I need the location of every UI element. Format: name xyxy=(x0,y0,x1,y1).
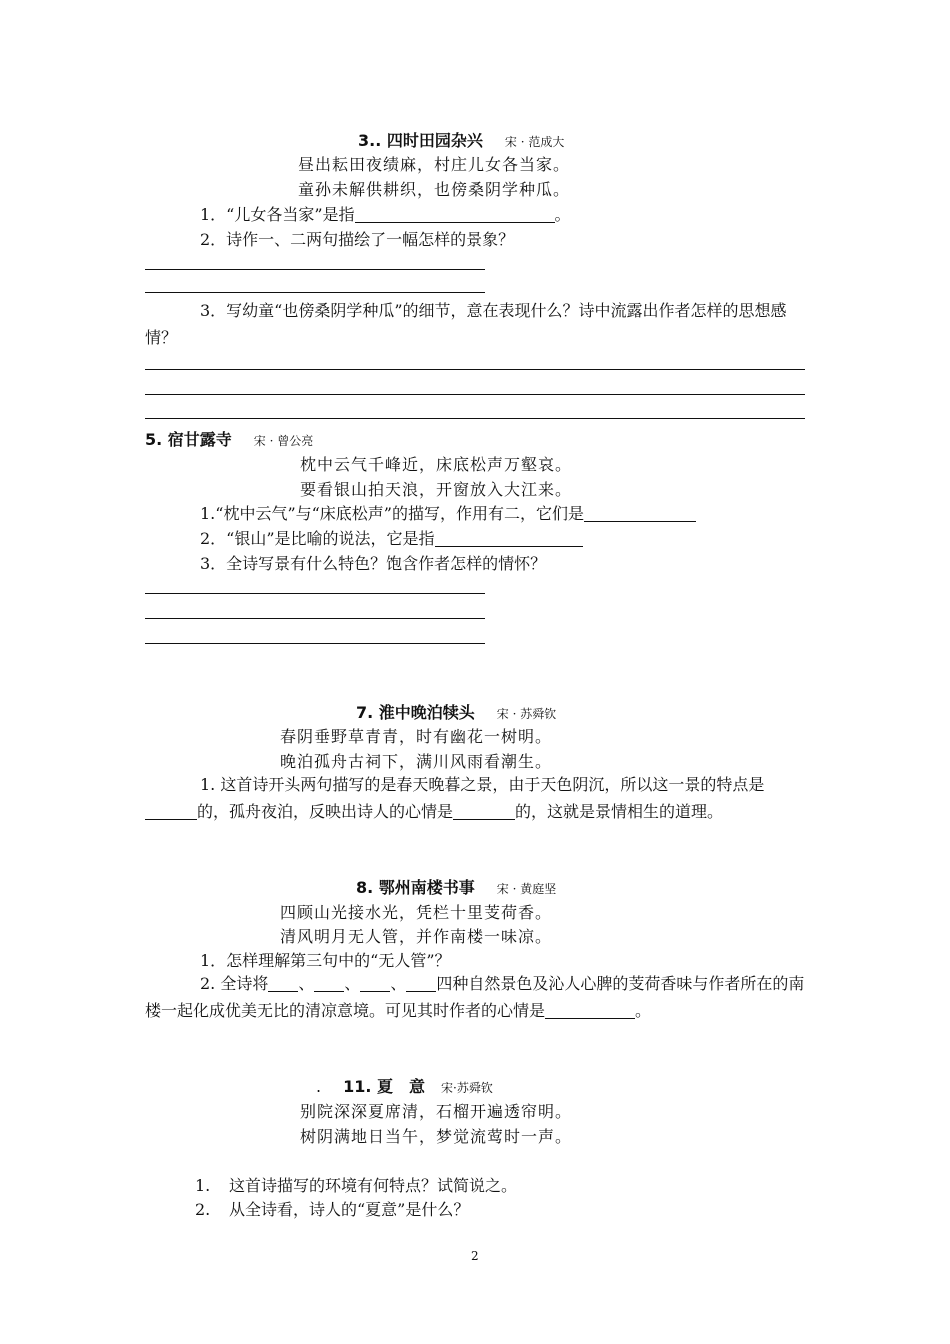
page-number: 2 xyxy=(471,1249,479,1263)
poem-line: 别院深深夏席清，石榴开遍透帘明。 xyxy=(300,1102,573,1121)
poem-line: 清风明月无人管，并作南楼一味凉。 xyxy=(280,927,553,946)
poem-title: 5. 宿甘露寺 宋 · 曾公亮 xyxy=(145,430,314,449)
poem-author: 宋·苏舜钦 xyxy=(441,1081,493,1095)
answer-line[interactable] xyxy=(145,593,485,594)
answer-blank[interactable] xyxy=(584,505,696,522)
poem-line: 树阴满地日当午，梦觉流莺时一声。 xyxy=(300,1127,573,1146)
answer-blank[interactable] xyxy=(406,975,436,992)
question: 1．怎样理解第三句中的“无人管”？ xyxy=(200,951,451,970)
question: 2．诗作一、二两句描绘了一幅怎样的景象？ xyxy=(200,230,515,249)
poem-title: 8. 鄂州南楼书事 宋 · 黄庭坚 xyxy=(356,878,557,897)
answer-blank[interactable] xyxy=(145,803,197,820)
answer-line[interactable] xyxy=(145,269,485,270)
question: 1. 这首诗开头两句描写的是春天晚暮之景，由于天色阴沉，所以这一景的特点是的，孤舟夜泊，反映出诗人的心情是 的，这就是景情相生的道理。 xyxy=(145,771,808,825)
question: 3．写幼童“也傍桑阴学种瓜”的细节，意在表现什么？诗中流露出作者怎样的思想感情？ xyxy=(145,301,787,347)
answer-line[interactable] xyxy=(145,394,805,395)
poem-line: 要看银山拍天浪，开窗放入大江来。 xyxy=(300,480,573,499)
question: 1. 这首诗描写的环境有何特点？试简说之。 xyxy=(195,1176,518,1195)
poem-line: 昼出耘田夜绩麻，村庄儿女各当家。 xyxy=(298,155,571,174)
poem-line: 晚泊孤舟古祠下，满川风雨看潮生。 xyxy=(280,752,553,771)
question: 2．“银山”是比喻的说法，它是指 xyxy=(200,526,583,549)
question: 2. 全诗将 、 、 、 四种自然景色及沁人心脾的芰荷香味与作者所在的南楼一起化成优美无比的清凉意境。可见其时作者的心情是 。 xyxy=(145,974,805,1020)
answer-blank[interactable] xyxy=(545,1002,635,1019)
answer-blank[interactable] xyxy=(355,206,555,223)
poem-line: 四顾山光接水光，凭栏十里芰荷香。 xyxy=(280,903,553,922)
answer-line[interactable] xyxy=(145,643,485,644)
poem-author: 宋 · 范成大 xyxy=(504,135,565,149)
poem-title: . 11. 夏 意 宋·苏舜钦 xyxy=(316,1077,493,1096)
poem-author: 宋 · 苏舜钦 xyxy=(496,707,557,721)
answer-blank[interactable] xyxy=(453,803,515,820)
question: 3．全诗写景有什么特色？饱含作者怎样的情怀？ xyxy=(200,554,547,573)
question: 1．“儿女各当家”是指 。 xyxy=(200,205,571,224)
answer-blank[interactable] xyxy=(360,975,390,992)
question: 2. 从全诗看，诗人的“夏意”是什么？ xyxy=(195,1200,470,1219)
poem-line: 春阴垂野草青青，时有幽花一树明。 xyxy=(280,727,553,746)
question: 1.“枕中云气”与“床底松声”的描写，作用有二，它们是 xyxy=(200,501,696,524)
answer-line[interactable] xyxy=(145,418,805,419)
poem-author: 宋 · 黄庭坚 xyxy=(496,882,557,896)
poem-title: 7. 淮中晚泊犊头 宋 · 苏舜钦 xyxy=(356,703,557,722)
poem-line: 童孙未解供耕织，也傍桑阴学种瓜。 xyxy=(298,180,571,199)
answer-line[interactable] xyxy=(145,618,485,619)
poem-title: 3.. 四时田园杂兴 宋 · 范成大 xyxy=(358,131,565,150)
answer-blank[interactable] xyxy=(314,975,344,992)
answer-line[interactable] xyxy=(145,292,485,293)
poem-author: 宋 · 曾公亮 xyxy=(253,434,314,448)
answer-blank[interactable] xyxy=(268,975,298,992)
answer-blank[interactable] xyxy=(435,530,583,547)
poem-line: 枕中云气千峰近，床底松声万壑哀。 xyxy=(300,455,573,474)
answer-line[interactable] xyxy=(145,369,805,370)
